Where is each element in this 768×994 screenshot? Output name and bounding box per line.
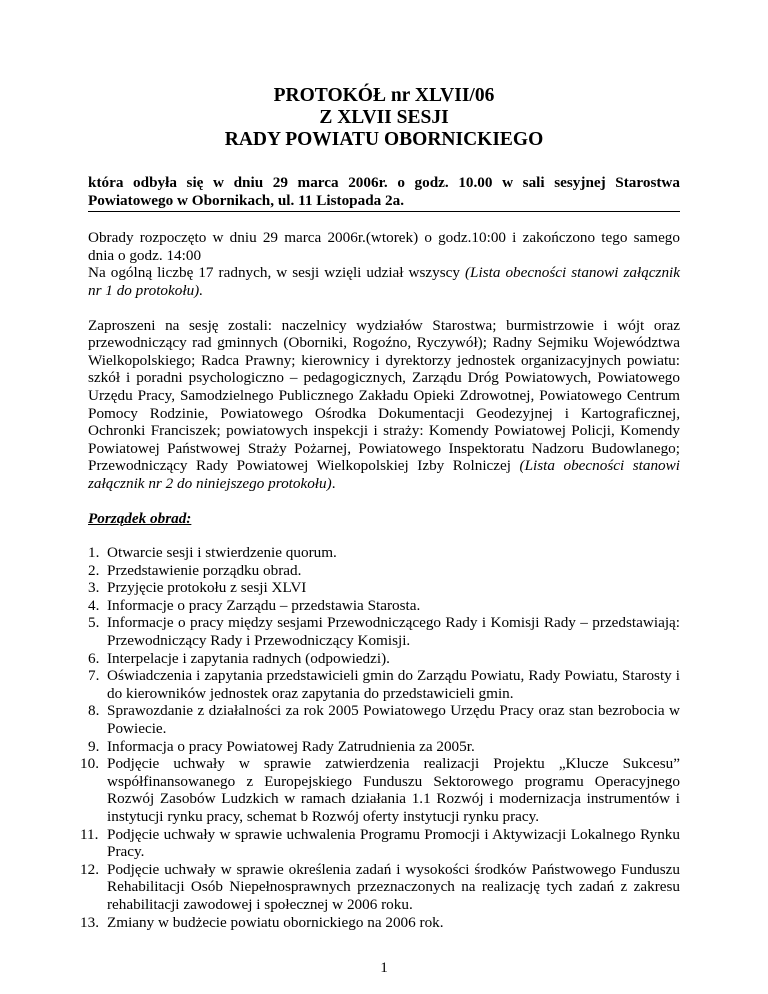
invited-text: Zaproszeni na sesję zostali: naczelnicy wydziałów Starostwa; burmistrzowie i wójt oraz przewodniczący rad gminnych (Oborniki, Rogoźno, Ryczywół); Radny Sejmiku Województwa Wielkopolskiego; Radca Prawny; kierownicy i dyrektorzy jednostek organizacyjnych powiatu: szkół i poradni psychologiczno – pedagogicznych, Zarządu Dróg Powiatowych, Powiatowego Urzędu Pracy, Samodzielnego Publicznego Zakładu Opieki Zdrowotnej, Powiatowego Centrum Pomocy Rodzinie, Powiatowego Ośrodka Dokumentacji Geodezyjnej i Kartograficznej, Ochronki Franciszek; powiatowych inspekcji i straży: Komendy Powiatowej Policji, Komendy Powiatowej Państwowej Straży Pożarnej, Powiatowego Inspektoratu Nadzoru Budowlanego; Przewodniczący Rady Powiatowej Wielkopolskiej Izby Rolniczej (88, 316, 680, 475)
agenda-item (80, 860, 680, 914)
agenda-item-number: 12. (80, 860, 99, 878)
document-body (80, 174, 681, 931)
agenda-item-text: Otwarcie sesji i stwierdzenie quorum. (107, 544, 337, 562)
title-line-1: PROTOKÓŁ nr XLVII/06 (273, 85, 495, 106)
intro-attachment-note: (Lista obecności stanowi załącznik nr 1 do protokołu). (88, 264, 681, 299)
agenda-item-number: 7. (88, 667, 100, 685)
agenda-item (88, 650, 680, 668)
document-title (0, 85, 768, 151)
agenda-item (80, 913, 680, 932)
agenda-item-text: Sprawozdanie z działalności za rok 2005 Powiatowego Urzędu Pracy oraz stan bezrobocia w Powiecie. (107, 702, 680, 738)
agenda-item (88, 614, 680, 649)
agenda-item-number: 2. (88, 561, 100, 579)
page-number: 1 (380, 959, 388, 976)
intro-sentence-2: Na ogólną liczbę 17 radnych, w sesji wzięli udział wszyscy (88, 264, 465, 282)
title-line-3: RADY POWIATU OBORNICKIEGO (224, 129, 544, 150)
agenda-item-text: Przedstawienie porządku obrad. (107, 561, 302, 579)
agenda-item-number: 1. (88, 544, 100, 562)
agenda-item-number: 13. (80, 913, 99, 931)
invited-attachment-note: (Lista obecności stanowi załącznik nr 2 do niniejszego protokołu) (88, 457, 680, 492)
agenda-item (80, 825, 680, 861)
agenda-item (88, 597, 680, 615)
invited-end: . (331, 474, 336, 492)
agenda-item (88, 702, 680, 737)
agenda-item-text: Interpelacje i zapytania radnych (odpowiedzi). (107, 649, 390, 667)
intro-sentence-1: Obrady rozpoczęto w dniu 29 marca 2006r.(wtorek) o godz.10:00 i zakończono tego samego dnia o godz. 14:00 (88, 229, 680, 264)
agenda-item-number: 10. (80, 755, 99, 773)
agenda-item-text: Oświadczenia i zapytania przedstawicieli gmin do Zarządu Powiatu, Rady Powiatu, Starosty i do kierowników jednostek oraz zapytania do przedstawicieli gmin. (107, 667, 680, 702)
agenda-item (88, 738, 680, 756)
agenda-item-number: 3. (88, 579, 100, 597)
agenda-item (80, 755, 680, 825)
agenda-item-text: Informacje o pracy między sesjami Przewodniczącego Rady i Komisji Rady – przedstawiają: Przewodniczący Rady i Przewodniczący Komisji. (107, 614, 680, 650)
agenda-list (80, 544, 680, 931)
agenda-item-text: Zmiany w budżecie powiatu obornickiego na 2006 rok. (107, 913, 444, 931)
agenda-heading: Porządek obrad: (88, 509, 192, 527)
agenda-item (88, 544, 680, 562)
agenda-item-number: 11. (80, 825, 99, 843)
session-info-header: która odbyła się w dniu 29 marca 2006r. o godz. 10.00 w sali sesyjnej Starostwa Powiatowego w Obornikach, ul. 11 Listopada 2a. (88, 174, 680, 212)
agenda-item-text: Podjęcie uchwały w sprawie uchwalenia Programu Promocji i Aktywizacji Lokalnego Rynku Pracy. (107, 825, 680, 861)
agenda-item-number: 4. (88, 596, 100, 614)
agenda-item-number: 6. (88, 649, 100, 667)
title-line-2: Z XLVII SESJI (319, 107, 449, 128)
agenda-item-number: 9. (88, 737, 100, 755)
intro-paragraph (88, 229, 680, 299)
agenda-item-text: Podjęcie uchwały w sprawie określenia zadań i wysokości środków Państwowego Funduszu Rehabilitacji Osób Niepełnosprawnych przeznaczonych na realizację tych zadań z zakresu rehabilitacji zawodowej i społecznej w 2006 roku. (107, 860, 680, 913)
agenda-item-text: Podjęcie uchwały w sprawie zatwierdzenia realizacji Projektu „Klucze Sukcesu” współfinansowanego z Europejskiego Funduszu Sektorowego programu Operacyjnego Rozwój Zasobów Ludzkich w ramach działania 1.1 Rozwój i modernizacja instrumentów i instytucji rynku pracy, schemat b Rozwój oferty instytucji rynku pracy. (107, 755, 680, 825)
agenda-item-text: Informacje o pracy Zarządu – przedstawia Starosta. (107, 596, 421, 614)
agenda-item-number: 5. (88, 614, 100, 632)
agenda-item (88, 562, 680, 580)
agenda-item-text: Informacja o pracy Powiatowej Rady Zatrudnienia za 2005r. (107, 737, 475, 755)
agenda-item (88, 579, 680, 597)
agenda-item-number: 8. (88, 702, 100, 720)
invited-paragraph (88, 317, 680, 493)
agenda-item (88, 667, 680, 702)
agenda-item-text: Przyjęcie protokołu z sesji XLVI (107, 579, 307, 597)
